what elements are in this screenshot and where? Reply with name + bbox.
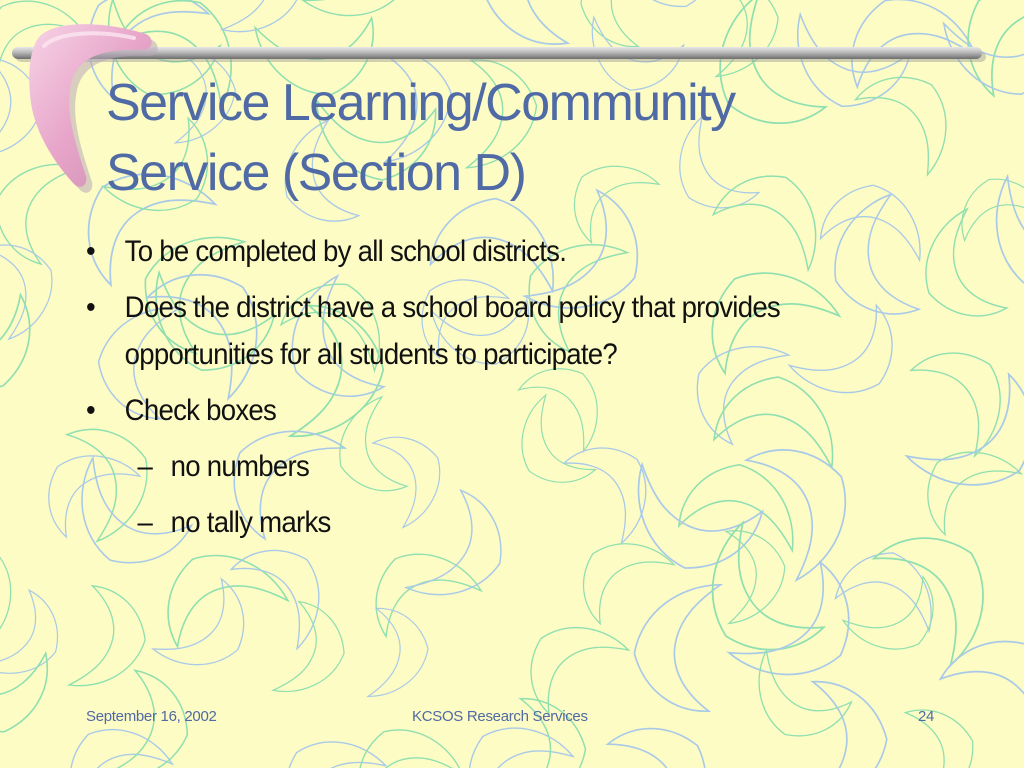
bullet-text: To be completed by all school districts. (124, 235, 567, 268)
boomerang-outline (876, 691, 991, 768)
footer-center-text: KCSOS Research Services (412, 708, 588, 725)
boomerang-outline (264, 720, 387, 768)
dash-marker: – (137, 506, 153, 539)
bullet-marker: • (86, 291, 95, 324)
boomerang-outline (685, 0, 791, 79)
title-line-2: Service (Section D) (106, 144, 526, 202)
boomerang-outline (903, 207, 1024, 340)
bullet-item (86, 387, 896, 434)
boomerang-outline (905, 351, 1024, 513)
bullet-text: Does the district have a school board policy that provides opportunities for all students to participate? (124, 291, 781, 371)
boomerang-outline (770, 667, 899, 768)
boomerang-outline (727, 543, 872, 698)
boomerang-outline (267, 599, 346, 693)
bullet-list (86, 228, 896, 555)
footer-date: September 16, 2002 (86, 708, 217, 725)
sub-bullet-item (86, 443, 896, 490)
boomerang-outline (622, 582, 751, 726)
boomerang-outline (220, 0, 300, 32)
bullet-item (86, 284, 896, 378)
sub-bullet-text: no numbers (170, 450, 310, 483)
boomerang-outline (927, 623, 1024, 759)
title-line-1: Service Learning/Community (106, 74, 735, 132)
bullet-item (86, 228, 896, 275)
bullet-text: Check boxes (124, 394, 277, 427)
bullet-marker: • (86, 235, 95, 268)
sub-bullet-text: no tally marks (170, 506, 331, 539)
boomerang-outline (891, 330, 1023, 457)
boomerang-outline (749, 650, 858, 746)
sub-bullet-item (86, 499, 896, 546)
boomerang-outline (302, 0, 421, 34)
boomerang-outline (0, 529, 29, 636)
dash-marker: – (137, 450, 153, 483)
boomerang-outline (908, 432, 1023, 552)
boomerang-outline (842, 556, 954, 670)
boomerang-outline (483, 686, 596, 768)
boomerang-outline (615, 0, 739, 24)
slide-title (106, 68, 966, 208)
bullet-marker: • (86, 394, 95, 427)
footer-page-number: 24 (918, 708, 935, 725)
boomerang-outline (981, 176, 1024, 304)
